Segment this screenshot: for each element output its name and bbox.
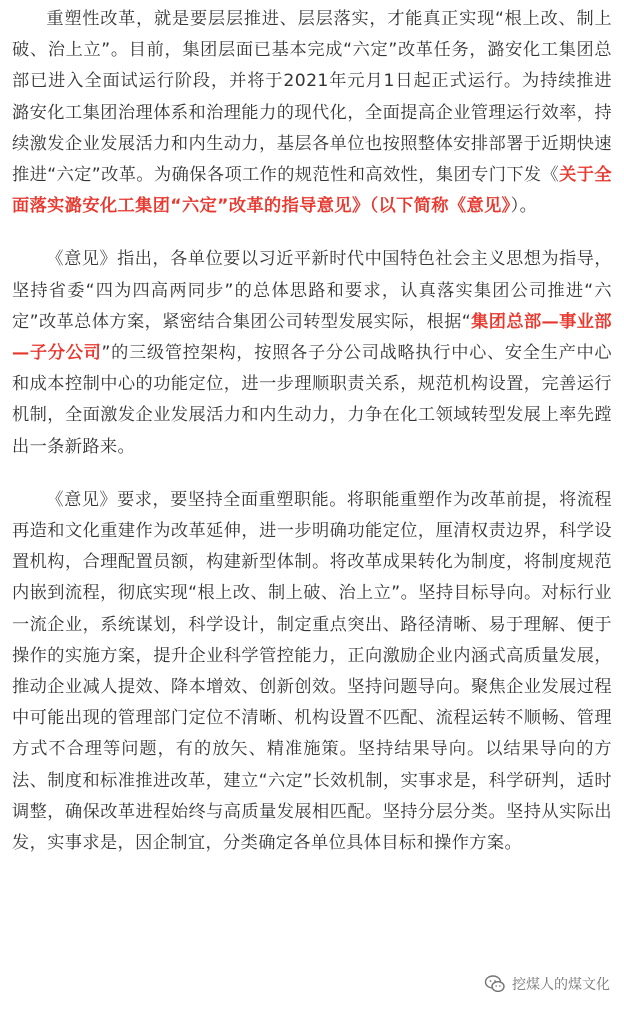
paragraph-1-highlight: 关于全面落实潞安化工集团“六定”改革的指导意见》（以下简称《意见》 [12, 165, 612, 217]
wechat-icon [484, 973, 506, 995]
watermark [484, 973, 610, 995]
paragraph-1 [12, 4, 612, 222]
article-body [12, 4, 612, 881]
paragraph-1-text: 重塑性改革，就是要层层推进、层层落实，才能真正实现“根上改、制上破、治上立”。目前，集团层面已基本完成“六定”改革任务，潞安化工集团总部已进入全面试运行阶段，并将于2021年元月1日起正式运行。为持续推进潞安化工集团治理体系和治理能力的现代化，全面提高企业管理运行效率，持续激发企业发展活力和内生动力，基层各单位也按照整体安排部署于近期快速推进“六定”改革。为确保各项工作的规范性和高效性，集团专门下发《 [12, 9, 612, 186]
paragraph-3-text: 《意见》要求，要坚持全面重塑职能。将职能重塑作为改革前提，将流程再造和文化重建作为改革延伸，进一步明确功能定位，厘清权责边界，科学设置机构，合理配置员额，构建新型体制。将改革成果转化为制度，将制度规范内嵌到流程，彻底实现“根上改、制上破、治上立”。坚持目标导向。对标行业一流企业，系统谋划，科学设计，制定重点突出、路径清晰、易于理解、便于操作的实施方案，提升企业科学管控能力，正向激励企业内涵式高质量发展，推动企业减人提效、降本增效、创新创效。坚持问题导向。聚焦企业发展过程中可能出现的管理部门定位不清晰、机构设置不匹配、流程运转不顺畅、管理方式不合理等问题，有的放矢、精准施策。坚持结果导向。以结果导向的方法、制度和标准推进改革，建立“六定”长效机制，实事求是，科学研判，适时调整，确保改革进程始终与高质量发展相匹配。坚持分层分类。坚持从实际出发，实事求是，因企制宜，分类确定各单位具体目标和操作方案。 [12, 489, 612, 854]
paragraph-2-tail: ”的三级管控架构，按照各子分公司战略执行中心、安全生产中心和成本控制中心的功能定位，进一步理顺职责关系，规范机构设置，完善运行机制，全面激发企业发展活力和内生动力，力争在化工领域转型发展上率先蹚出一条新路来。 [12, 343, 612, 457]
paragraph-2 [12, 244, 612, 462]
paragraph-1-tail: ）。 [510, 196, 538, 217]
paragraph-2-text: 《意见》指出，各单位要以习近平新时代中国特色社会主义思想为指导，坚持省委“四为四高两同步”的总体思路和要求，认真落实集团公司推进“六定”改革总体方案，紧密结合集团公司转型发展实际，根据“ [12, 249, 612, 332]
watermark-label: 挖煤人的煤文化 [512, 977, 610, 993]
paragraph-3 [12, 485, 612, 859]
paragraph-2-highlight: 集团总部—事业部—子分公司 [12, 311, 612, 364]
